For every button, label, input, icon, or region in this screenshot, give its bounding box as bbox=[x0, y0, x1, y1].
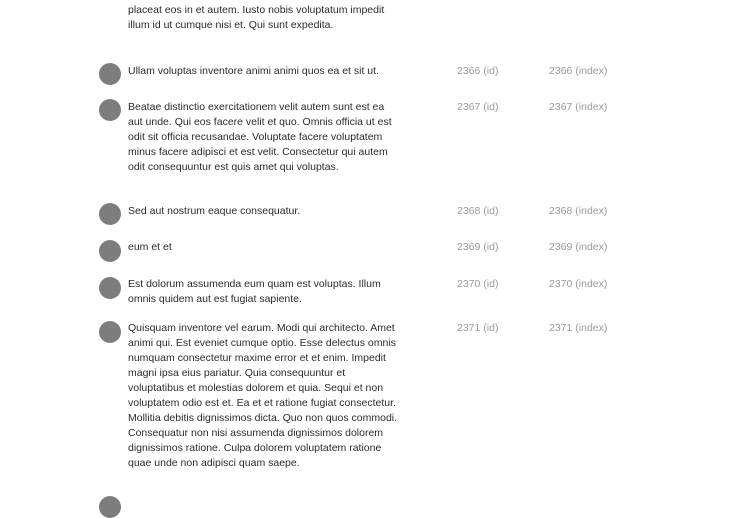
avatar bbox=[99, 496, 121, 518]
item-id: 2366 (id) bbox=[457, 65, 499, 77]
item-index: 2368 (index) bbox=[549, 205, 608, 217]
item-id: 2370 (id) bbox=[457, 278, 499, 290]
item-index: 2367 (index) bbox=[549, 101, 608, 113]
item-text: Beatae distinctio exercitationem velit autem sunt est ea aut unde. Qui eos facere velit et quo. Omnis officia ut est odit sit officia recusandae. Voluptate facere voluptatem minus facere adipisci et est velit. Consectetur qui autem odit consequuntur est quis amet qui voluptas. bbox=[128, 101, 392, 173]
avatar bbox=[99, 63, 121, 85]
item-index: 2366 (index) bbox=[549, 65, 608, 77]
item-text: Quisquam inventore vel earum. Modi qui architecto. Amet animi qui. Est eveniet cumque optio. Esse delectus omnis numquam consectetur maxime error et et enim. Impedit magni ipsa eius pariatur. Quia consequuntur et voluptatibus et molestias dolorem et quia. Sequi et non voluptatem odio est et. Ea et et ratione fugiat consectetur. Mollitia debitis dignissimos dicta. Quo non quos commodi. Consequatur non nisi assumenda dignissimos dolorem dignissimos ratione. Culpa dolorem voluptatem ratione quae unde non adipisci quam saepe. bbox=[128, 322, 398, 469]
avatar bbox=[99, 240, 121, 262]
item-text: Est dolorum assumenda eum quam est voluptas. Illum omnis quidem aut est fugiat sapiente. bbox=[128, 278, 381, 305]
item-text: placeat eos in et autem. Iusto nobis voluptatum impedit illum id ut cumque nisi et. Qui sunt expedita. bbox=[128, 4, 385, 31]
item-index: 2371 (index) bbox=[549, 322, 608, 334]
item-id: 2368 (id) bbox=[457, 205, 499, 217]
item-text: Sed aut nostrum eaque consequatur. bbox=[128, 205, 301, 217]
item-id: 2367 (id) bbox=[457, 101, 499, 113]
item-text: Ullam voluptas inventore animi animi quos ea et sit ut. bbox=[128, 65, 379, 77]
item-index: 2370 (index) bbox=[549, 278, 608, 290]
avatar bbox=[99, 203, 121, 225]
item-text: eum et et bbox=[128, 241, 172, 253]
avatar bbox=[99, 99, 121, 121]
avatar bbox=[99, 277, 121, 299]
item-id: 2371 (id) bbox=[457, 322, 499, 334]
item-index: 2369 (index) bbox=[549, 241, 608, 253]
avatar bbox=[99, 321, 121, 343]
item-id: 2369 (id) bbox=[457, 241, 499, 253]
